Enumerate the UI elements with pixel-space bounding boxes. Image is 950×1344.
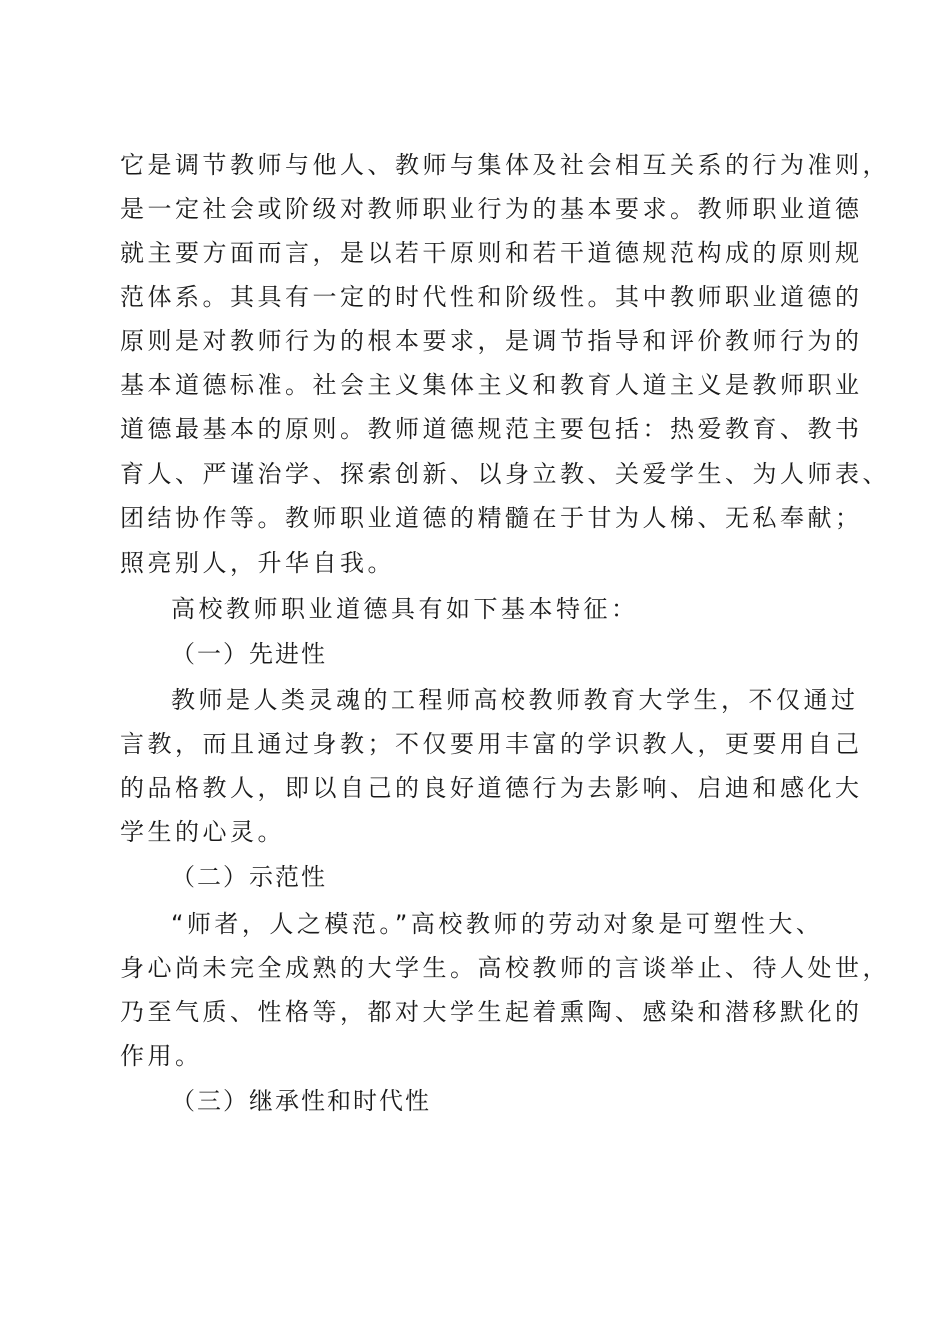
paragraph-line: 团结协作等。教师职业道德的精髓在于甘为人梯、无私奉献； (120, 504, 863, 532)
paragraph-line: 范体系。其具有一定的时代性和阶级性。其中教师职业道德的 (120, 283, 863, 311)
paragraph-line: 言教，而且通过身教；不仅要用丰富的学识教人，更要用自己 (120, 730, 863, 758)
paragraph-line: “师者，人之模范。”高校教师的劳动对象是可塑性大、 (171, 910, 824, 938)
paragraph-line: 教师是人类灵魂的工程师高校教师教育大学生，不仅通过 (171, 686, 859, 714)
paragraph-line: 的品格教人，即以自己的良好道德行为去影响、启迪和感化大 (120, 774, 863, 802)
paragraph-line: 身心尚未完全成熟的大学生。高校教师的言谈举止、待人处世， (120, 954, 890, 982)
paragraph-line: 学生的心灵。 (120, 818, 285, 846)
paragraph-line: 基本道德标准。社会主义集体主义和教育人道主义是教师职业 (120, 371, 863, 399)
paragraph-line: 是一定社会或阶级对教师职业行为的基本要求。教师职业道德 (120, 195, 863, 223)
paragraph-line: 道德最基本的原则。教师道德规范主要包括：热爱教育、教书 (120, 415, 863, 443)
section-heading: （二）示范性 (171, 863, 327, 891)
paragraph-line: 就主要方面而言，是以若干原则和若干道德规范构成的原则规 (120, 239, 863, 267)
paragraph-line: 作用。 (120, 1042, 203, 1070)
section-heading: （一）先进性 (171, 640, 327, 668)
paragraph-line: 乃至气质、性格等，都对大学生起着熏陶、感染和潜移默化的 (120, 998, 863, 1026)
paragraph-line: 原则是对教师行为的根本要求，是调节指导和评价教师行为的 (120, 327, 863, 355)
paragraph-line: 它是调节教师与他人、教师与集体及社会相互关系的行为准则， (120, 151, 890, 179)
paragraph-line: 育人、严谨治学、探索创新、以身立教、关爱学生、为人师表、 (120, 460, 890, 488)
section-heading: （三）继承性和时代性 (171, 1087, 431, 1115)
paragraph-line: 照亮别人，升华自我。 (120, 549, 395, 577)
intro-line: 高校教师职业道德具有如下基本特征： (171, 595, 639, 623)
